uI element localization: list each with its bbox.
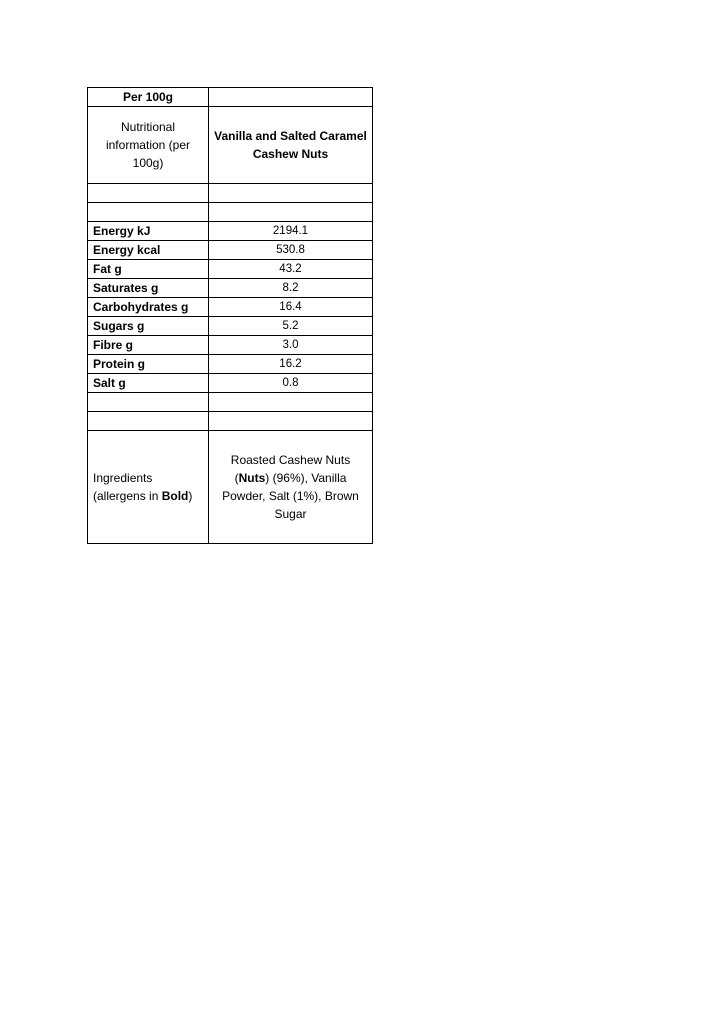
ingredients-text xyxy=(209,431,373,544)
nutrient-label: Protein g xyxy=(88,355,209,374)
blank-row xyxy=(88,184,373,203)
ingredients-text-part1: Roasted Cashew Nuts ( xyxy=(230,453,351,485)
nutrient-row xyxy=(88,336,373,355)
empty-cell xyxy=(209,412,373,431)
blank-row xyxy=(88,203,373,222)
per-100g-label: Per 100g xyxy=(88,88,209,107)
blank-row xyxy=(88,412,373,431)
ingredients-label xyxy=(88,431,209,544)
ingredients-label-prefix: Ingredients (allergens in xyxy=(93,471,162,503)
ingredients-text-part2: ) (96%), Vanilla Powder, Salt (1%), Brown Sugar xyxy=(222,471,359,521)
nutrient-label: Energy kJ xyxy=(88,222,209,241)
nutrient-row xyxy=(88,260,373,279)
nutrient-label: Sugars g xyxy=(88,317,209,336)
blank-row xyxy=(88,393,373,412)
ingredients-label-suffix: ) xyxy=(188,489,193,503)
empty-cell xyxy=(88,184,209,203)
empty-cell xyxy=(88,412,209,431)
nutrient-label: Fat g xyxy=(88,260,209,279)
empty-cell xyxy=(209,393,373,412)
ingredients-allergen: Nuts xyxy=(238,471,266,485)
nutrient-value: 8.2 xyxy=(209,279,373,298)
empty-cell xyxy=(88,393,209,412)
nutrient-row xyxy=(88,298,373,317)
empty-cell xyxy=(209,203,373,222)
nutrient-value: 5.2 xyxy=(209,317,373,336)
nutrient-value: 16.2 xyxy=(209,355,373,374)
nutrient-row xyxy=(88,317,373,336)
nutrient-label: Salt g xyxy=(88,374,209,393)
nutrient-value: 530.8 xyxy=(209,241,373,260)
nutrient-row xyxy=(88,374,373,393)
nutritional-info-label: Nutritional information (per 100g) xyxy=(88,107,209,184)
empty-cell xyxy=(209,88,373,107)
nutrient-label: Energy kcal xyxy=(88,241,209,260)
nutrient-label: Carbohydrates g xyxy=(88,298,209,317)
ingredients-row xyxy=(88,431,373,544)
product-name: Vanilla and Salted Caramel Cashew Nuts xyxy=(209,107,373,184)
per-100g-row xyxy=(88,88,373,107)
nutrient-value: 3.0 xyxy=(209,336,373,355)
nutrient-row xyxy=(88,241,373,260)
empty-cell xyxy=(209,184,373,203)
nutrient-label: Fibre g xyxy=(88,336,209,355)
nutrient-value: 0.8 xyxy=(209,374,373,393)
nutrient-row xyxy=(88,279,373,298)
nutrient-value: 2194.1 xyxy=(209,222,373,241)
nutrient-row xyxy=(88,355,373,374)
header-row xyxy=(88,107,373,184)
empty-cell xyxy=(88,203,209,222)
nutrition-table xyxy=(87,87,373,544)
ingredients-label-bold: Bold xyxy=(161,489,189,503)
nutrient-value: 16.4 xyxy=(209,298,373,317)
nutrient-label: Saturates g xyxy=(88,279,209,298)
nutrient-value: 43.2 xyxy=(209,260,373,279)
nutrient-row xyxy=(88,222,373,241)
